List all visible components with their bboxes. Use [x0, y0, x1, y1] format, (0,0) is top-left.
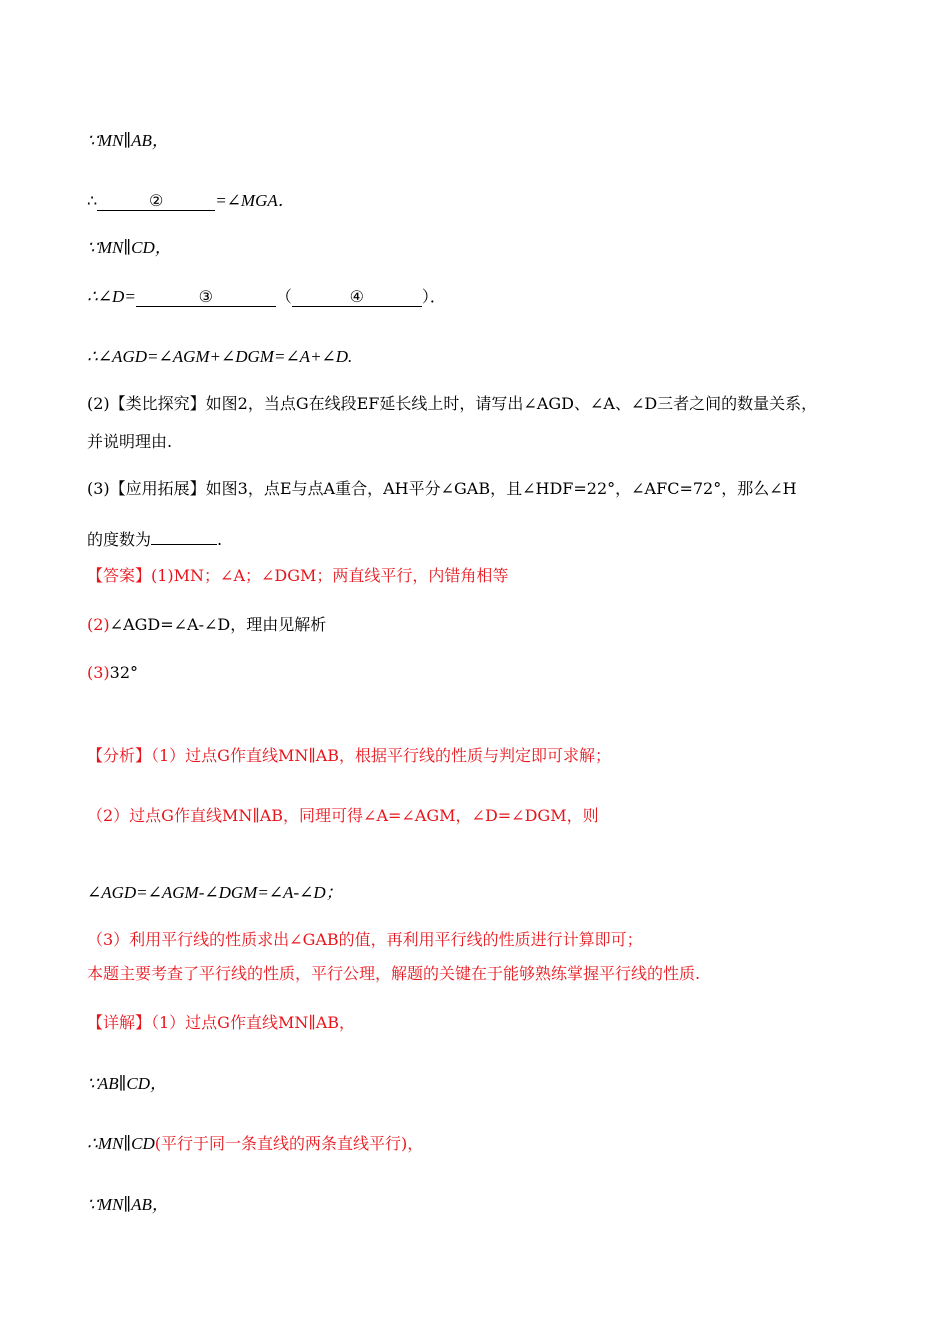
question-3-line-1 [87, 478, 890, 500]
detail-text: ∵AB∥CD， [87, 1074, 168, 1093]
close-paren: ）． [421, 287, 446, 306]
proof-line-2 [87, 190, 890, 212]
proof-text: ∵MN∥CD， [87, 238, 172, 257]
question-3-line-2 [87, 529, 890, 551]
answer-1 [87, 565, 890, 587]
detail-1 [87, 1012, 890, 1034]
proof-text: ∴∠D= [87, 287, 136, 306]
answer-text: MN；∠A；∠DGM；两直线平行，内错角相等 [173, 566, 509, 585]
answer-2 [87, 614, 890, 636]
analysis-text: 【分析】（1）过点G作直线MN∥AB，根据平行线的性质与判定即可求解； [87, 746, 612, 765]
fill-blank-2[interactable]: ② [97, 192, 215, 211]
fill-blank-3[interactable]: ③ [136, 288, 276, 307]
analysis-3 [87, 882, 890, 904]
proof-line-1 [87, 130, 890, 152]
period: . [217, 530, 223, 549]
fill-blank-4[interactable]: ④ [292, 288, 422, 307]
answer-label: 【答案】(1) [87, 566, 174, 585]
proof-line-5 [87, 346, 890, 368]
detail-math: ∴MN∥CD [87, 1134, 155, 1153]
fill-blank-answer[interactable] [151, 544, 217, 545]
analysis-summary: 本题主要考查了平行线的性质，平行公理，解题的关键在于能够熟练掌握平行线的性质. [87, 964, 701, 983]
question-3-text: (3)【应用拓展】如图3，点E与点A重合，AH平分∠GAB，且∠HDF=22°，∠AFC=72°，那么∠H [87, 479, 797, 498]
question-2-text: (2)【类比探究】如图2，当点G在线段EF延长线上时，请写出∠AGD、∠A、∠D三者之间的数量关系， [87, 394, 818, 413]
answer-3 [87, 662, 890, 684]
therefore-symbol: ∴ [87, 191, 98, 210]
detail-text: 【详解】（1）过点G作直线MN∥AB， [87, 1013, 356, 1032]
detail-note: (平行于同一条直线的两条直线平行)， [154, 1134, 424, 1153]
proof-line-4 [87, 286, 890, 308]
detail-2 [87, 1073, 890, 1095]
proof-text: =∠MGA． [215, 191, 295, 210]
analysis-5 [87, 963, 890, 985]
analysis-text: （3）利用平行线的性质求出∠GAB的值，再利用平行线的性质进行计算即可； [87, 930, 643, 949]
open-paren: （ [275, 287, 292, 306]
answer-text: 32° [109, 663, 139, 682]
proof-text: ∵MN∥AB， [87, 131, 169, 150]
detail-4 [87, 1194, 890, 1216]
analysis-4 [87, 929, 890, 951]
answer-label: (3) [87, 663, 110, 682]
detail-3 [87, 1133, 890, 1155]
analysis-text: （2）过点G作直线MN∥AB，同理可得∠A=∠AGM，∠D=∠DGM，则 [87, 806, 599, 825]
analysis-formula: ∠AGD=∠AGM-∠DGM=∠A-∠D； [87, 883, 343, 902]
question-3-text: 的度数为 [87, 530, 152, 549]
question-2-text: 并说明理由. [87, 432, 173, 451]
answer-text: ∠AGD=∠A-∠D，理由见解析 [109, 615, 327, 634]
answer-label: (2) [87, 615, 110, 634]
analysis-1 [87, 745, 890, 767]
detail-text: ∵MN∥AB， [87, 1195, 169, 1214]
analysis-2 [87, 805, 890, 827]
question-2-line-1 [87, 393, 890, 415]
question-2-line-2 [87, 431, 890, 453]
proof-conclusion: ∴∠AGD=∠AGM+∠DGM=∠A+∠D. [87, 347, 353, 366]
proof-line-3 [87, 237, 890, 259]
